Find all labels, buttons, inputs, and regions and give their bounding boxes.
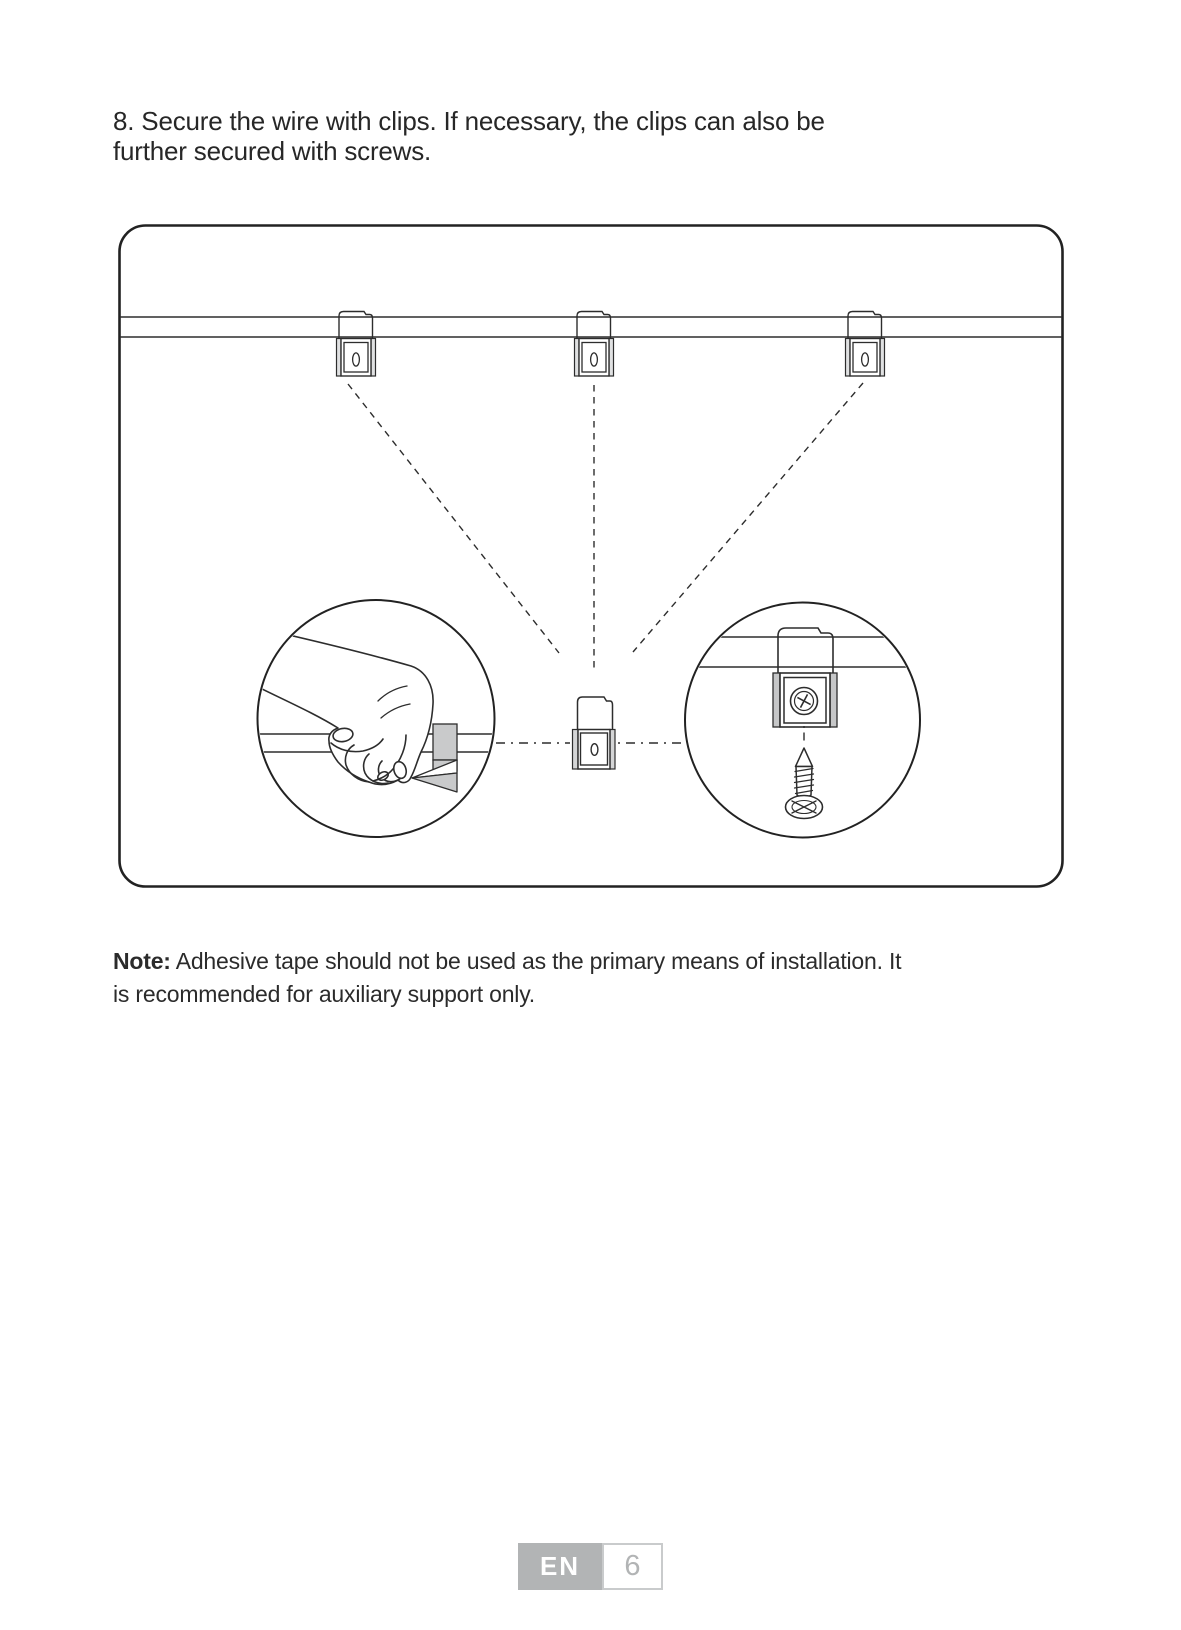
page-title-line-2: further secured with screws. — [113, 136, 432, 166]
installation-diagram-svg — [118, 224, 1064, 888]
installation-diagram — [118, 224, 1064, 888]
language-badge: EN — [518, 1543, 602, 1590]
page-title — [113, 106, 825, 166]
note-body-line-1: Adhesive tape should not be used as the primary means of installation. It — [170, 948, 902, 974]
page-footer — [518, 1543, 663, 1590]
screw-inset-circle — [685, 603, 920, 838]
note-label: Note: — [113, 948, 171, 974]
page-number: 6 — [602, 1543, 663, 1590]
note-text — [113, 945, 901, 1011]
note-body-line-2: is recommended for auxiliary support only. — [113, 981, 535, 1007]
diagram-panel — [120, 226, 1063, 887]
screw-head-in-clip — [791, 688, 818, 715]
page-title-line-1: 8. Secure the wire with clips. If necessary, the clips can also be — [113, 106, 825, 136]
